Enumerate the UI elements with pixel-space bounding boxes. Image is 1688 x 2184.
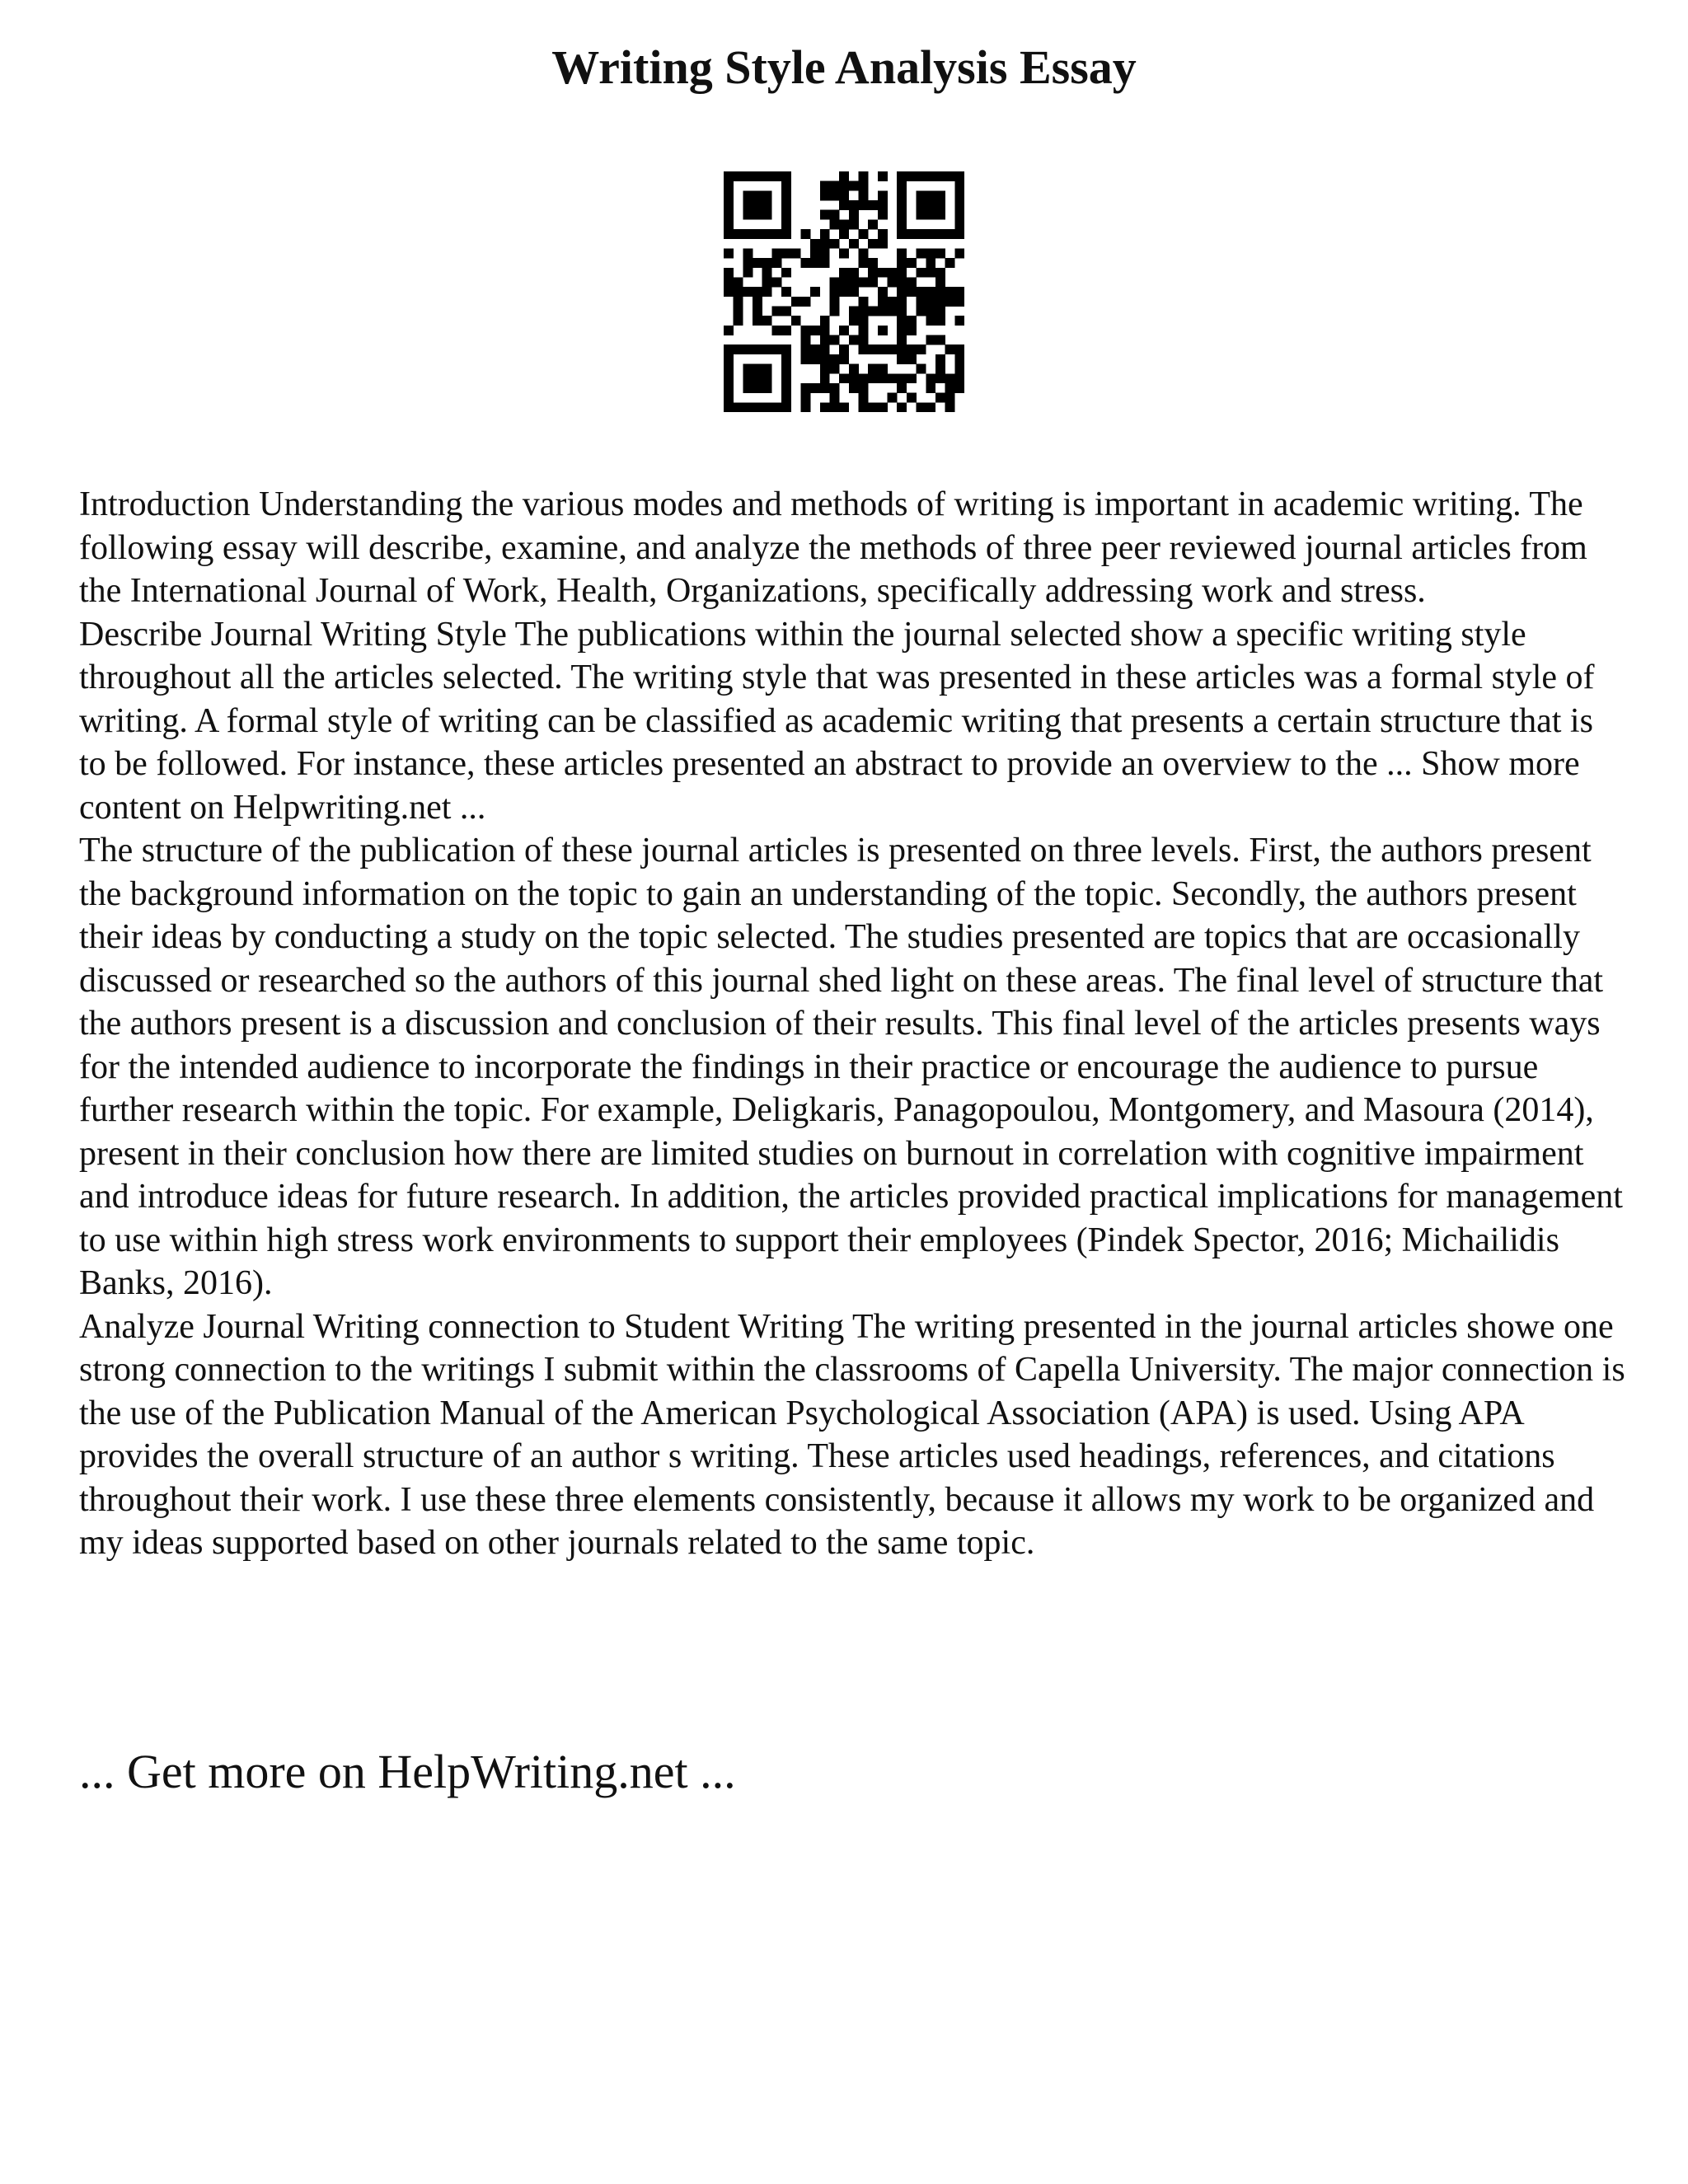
paragraph-describe-style: Describe Journal Writing Style The publications within the journal selected show a specific writing style throughout all the articles selected. The writing style that was presented in these articles was a formal style of writing. A formal style of writing can be classified as academic writing that presents a certain structure that is to be followed. For instance, these articles presented an abstract to provide an overview to the ... Show more content on Helpwriting.net ... (79, 615, 1595, 827)
qr-code-graphic (724, 171, 964, 412)
paragraph-analyze-connection: Analyze Journal Writing connection to Student Writing The writing presented in the journal articles showe one strong connection to the writings I submit within the classrooms of Capella University. The major connection is the use of the Publication Manual of the American Psychological Association (APA) is used. Using APA provides the overall structure of an author s writing. These articles used headings, references, and citations throughout their work. I use these three elements consistently, because it allows my work to be organized and my ideas supported based on other journals related to the same topic. (79, 1307, 1625, 1562)
qr-code-icon[interactable] (724, 171, 964, 412)
paragraph-structure: The structure of the publication of these journal articles is presented on three levels. First, the authors present the background information on the topic to gain an understanding of the topic. Secondly, the authors present their ideas by conducting a study on the topic selected. The studies presented are topics that are occasionally discussed or researched so the authors of this journal shed light on these areas. The final level of structure that the authors present is a discussion and conclusion of their results. This final level of the articles presents ways for the intended audience to incorporate the findings in their practice or encourage the audience to pursue further research within the topic. For example, Deligkaris, Panagopoulou, Montgomery, and Masoura (2014), present in their conclusion how there are limited studies on burnout in correlation with cognitive impairment and introduce ideas for future research. In addition, the articles provided practical implications for management to use within high stress work environments to support their employees (Pindek Spector, 2016; Michailidis Banks, 2016). (79, 832, 1623, 1302)
document-title: Writing Style Analysis Essay (551, 40, 1137, 94)
paragraph-introduction: Introduction Understanding the various modes and methods of writing is important in academic writing. The following essay will describe, examine, and analyze the methods of three peer reviewed journal articles from the International Journal of Work, Health, Organizations, specifically addressing work and stress. (79, 485, 1587, 610)
get-more-link[interactable]: ... Get more on HelpWriting.net ... (79, 1745, 736, 1798)
essay-body (79, 483, 1629, 1565)
